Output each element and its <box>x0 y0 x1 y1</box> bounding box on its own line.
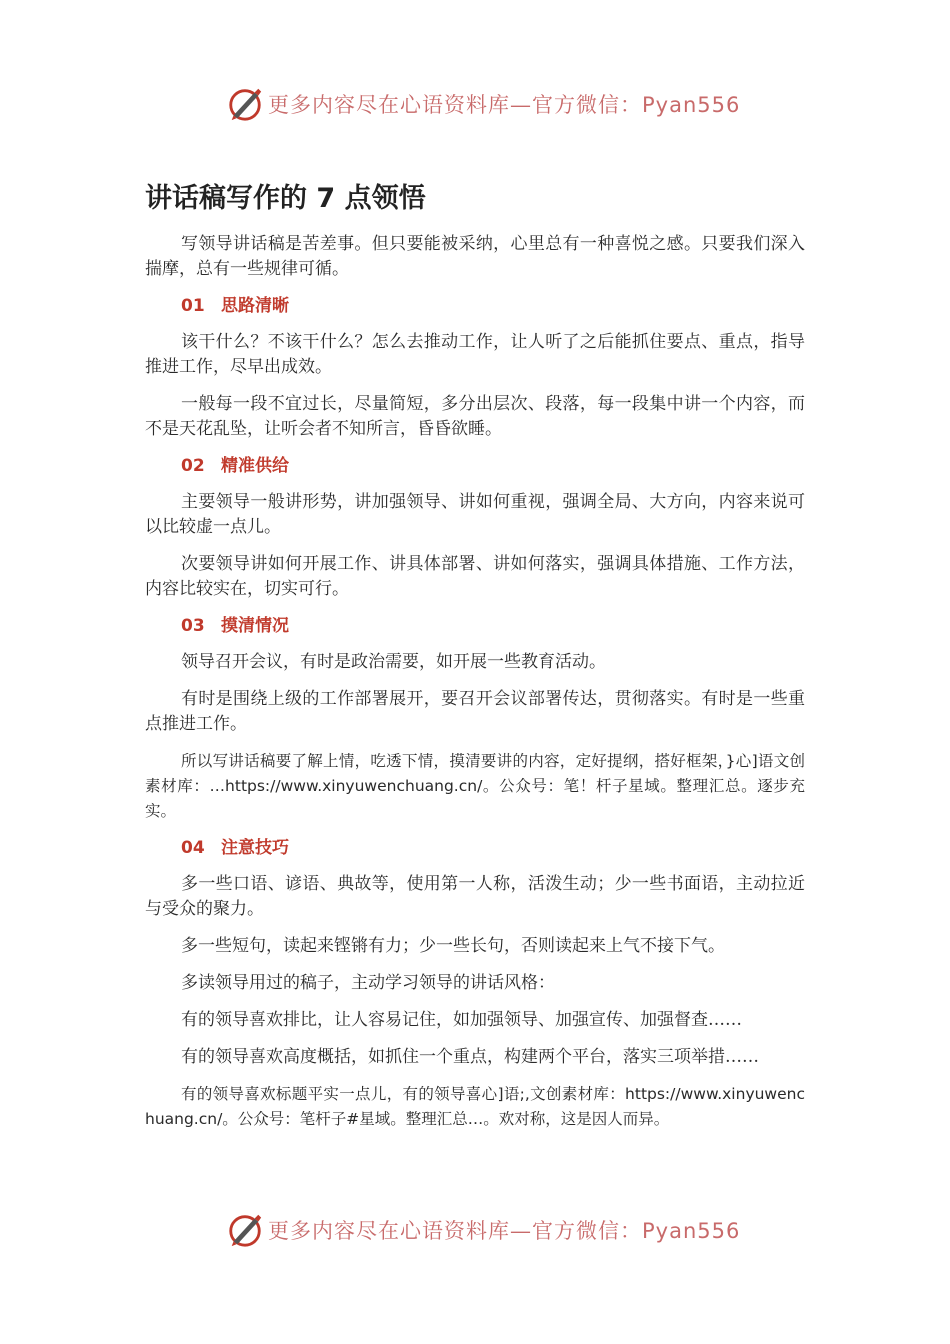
watermark-note: 有的领导喜欢标题平实一点儿，有的领导喜心]语;,文创素材库：https://www.xinyuwenchuang.cn/。公众号：笔杆子#星域。整理汇总…。欢对称，这是因人而异。 <box>145 1085 805 1128</box>
watermark-note: 所以写讲话稿要了解上情，吃透下情，摸清要讲的内容，定好提纲，搭好框架，}心]语文创素材库：…https://www.xinyuwenchuang.cn/。公众号：笔！杆子星域。整理汇总。逐步充实。 <box>145 752 805 820</box>
page-title: 讲话稿写作的 7 点领悟 <box>145 183 426 214</box>
banner-text: 更多内容尽在心语资料库—官方微信：Pyan556 <box>268 93 741 117</box>
section-heading-01: 01 思路清晰 <box>181 296 289 316</box>
paragraph: 有的领导喜欢高度概括，如抓住一个重点，构建两个平台，落实三项举措…… <box>181 1047 759 1067</box>
paragraph: 主要领导一般讲形势，讲加强领导、讲如何重视，强调全局、大方向，内容来说可以比较虚一点儿。 <box>145 492 805 537</box>
paragraph: 该干什么？不该干什么？怎么去推动工作，让人听了之后能抓住要点、重点，指导推进工作，尽早出成效。 <box>145 332 805 377</box>
section-heading-03: 03 摸清情况 <box>181 616 289 636</box>
footer-banner <box>226 1208 740 1252</box>
article-body <box>145 232 805 1144</box>
wechat-id: Pyan556 <box>642 93 741 117</box>
section-heading-04: 04 注意技巧 <box>181 838 289 858</box>
header-banner <box>226 82 740 126</box>
paragraph: 多一些短句，读起来铿锵有力；少一些长句，否则读起来上气不接下气。 <box>181 936 725 956</box>
paragraph: 有的领导喜欢排比，让人容易记住，如加强领导、加强宣传、加强督查…… <box>181 1010 742 1030</box>
paragraph: 一般每一段不宜过长，尽量简短，多分出层次、段落，每一段集中讲一个内容，而不是天花乱坠，让听会者不知所言，昏昏欲睡。 <box>145 394 805 439</box>
paragraph: 次要领导讲如何开展工作、讲具体部署、讲如何落实，强调具体措施、工作方法，内容比较实在，切实可行。 <box>145 554 805 599</box>
pen-circle-logo-icon <box>226 1211 264 1249</box>
paragraph: 领导召开会议，有时是政治需要，如开展一些教育活动。 <box>181 652 606 672</box>
paragraph: 多一些口语、谚语、典故等，使用第一人称，活泼生动；少一些书面语，主动拉近与受众的聚力。 <box>145 874 805 919</box>
paragraph: 有时是围绕上级的工作部署展开，要召开会议部署传达，贯彻落实。有时是一些重点推进工作。 <box>145 689 805 734</box>
section-heading-02: 02 精准供给 <box>181 456 289 476</box>
banner-text: 更多内容尽在心语资料库—官方微信：Pyan556 <box>268 1219 741 1243</box>
paragraph: 多读领导用过的稿子，主动学习领导的讲话风格： <box>181 973 555 993</box>
wechat-id: Pyan556 <box>642 1219 741 1243</box>
pen-circle-logo-icon <box>226 85 264 123</box>
intro-paragraph: 写领导讲话稿是苦差事。但只要能被采纳，心里总有一种喜悦之感。只要我们深入揣摩，总有一些规律可循。 <box>145 234 805 279</box>
